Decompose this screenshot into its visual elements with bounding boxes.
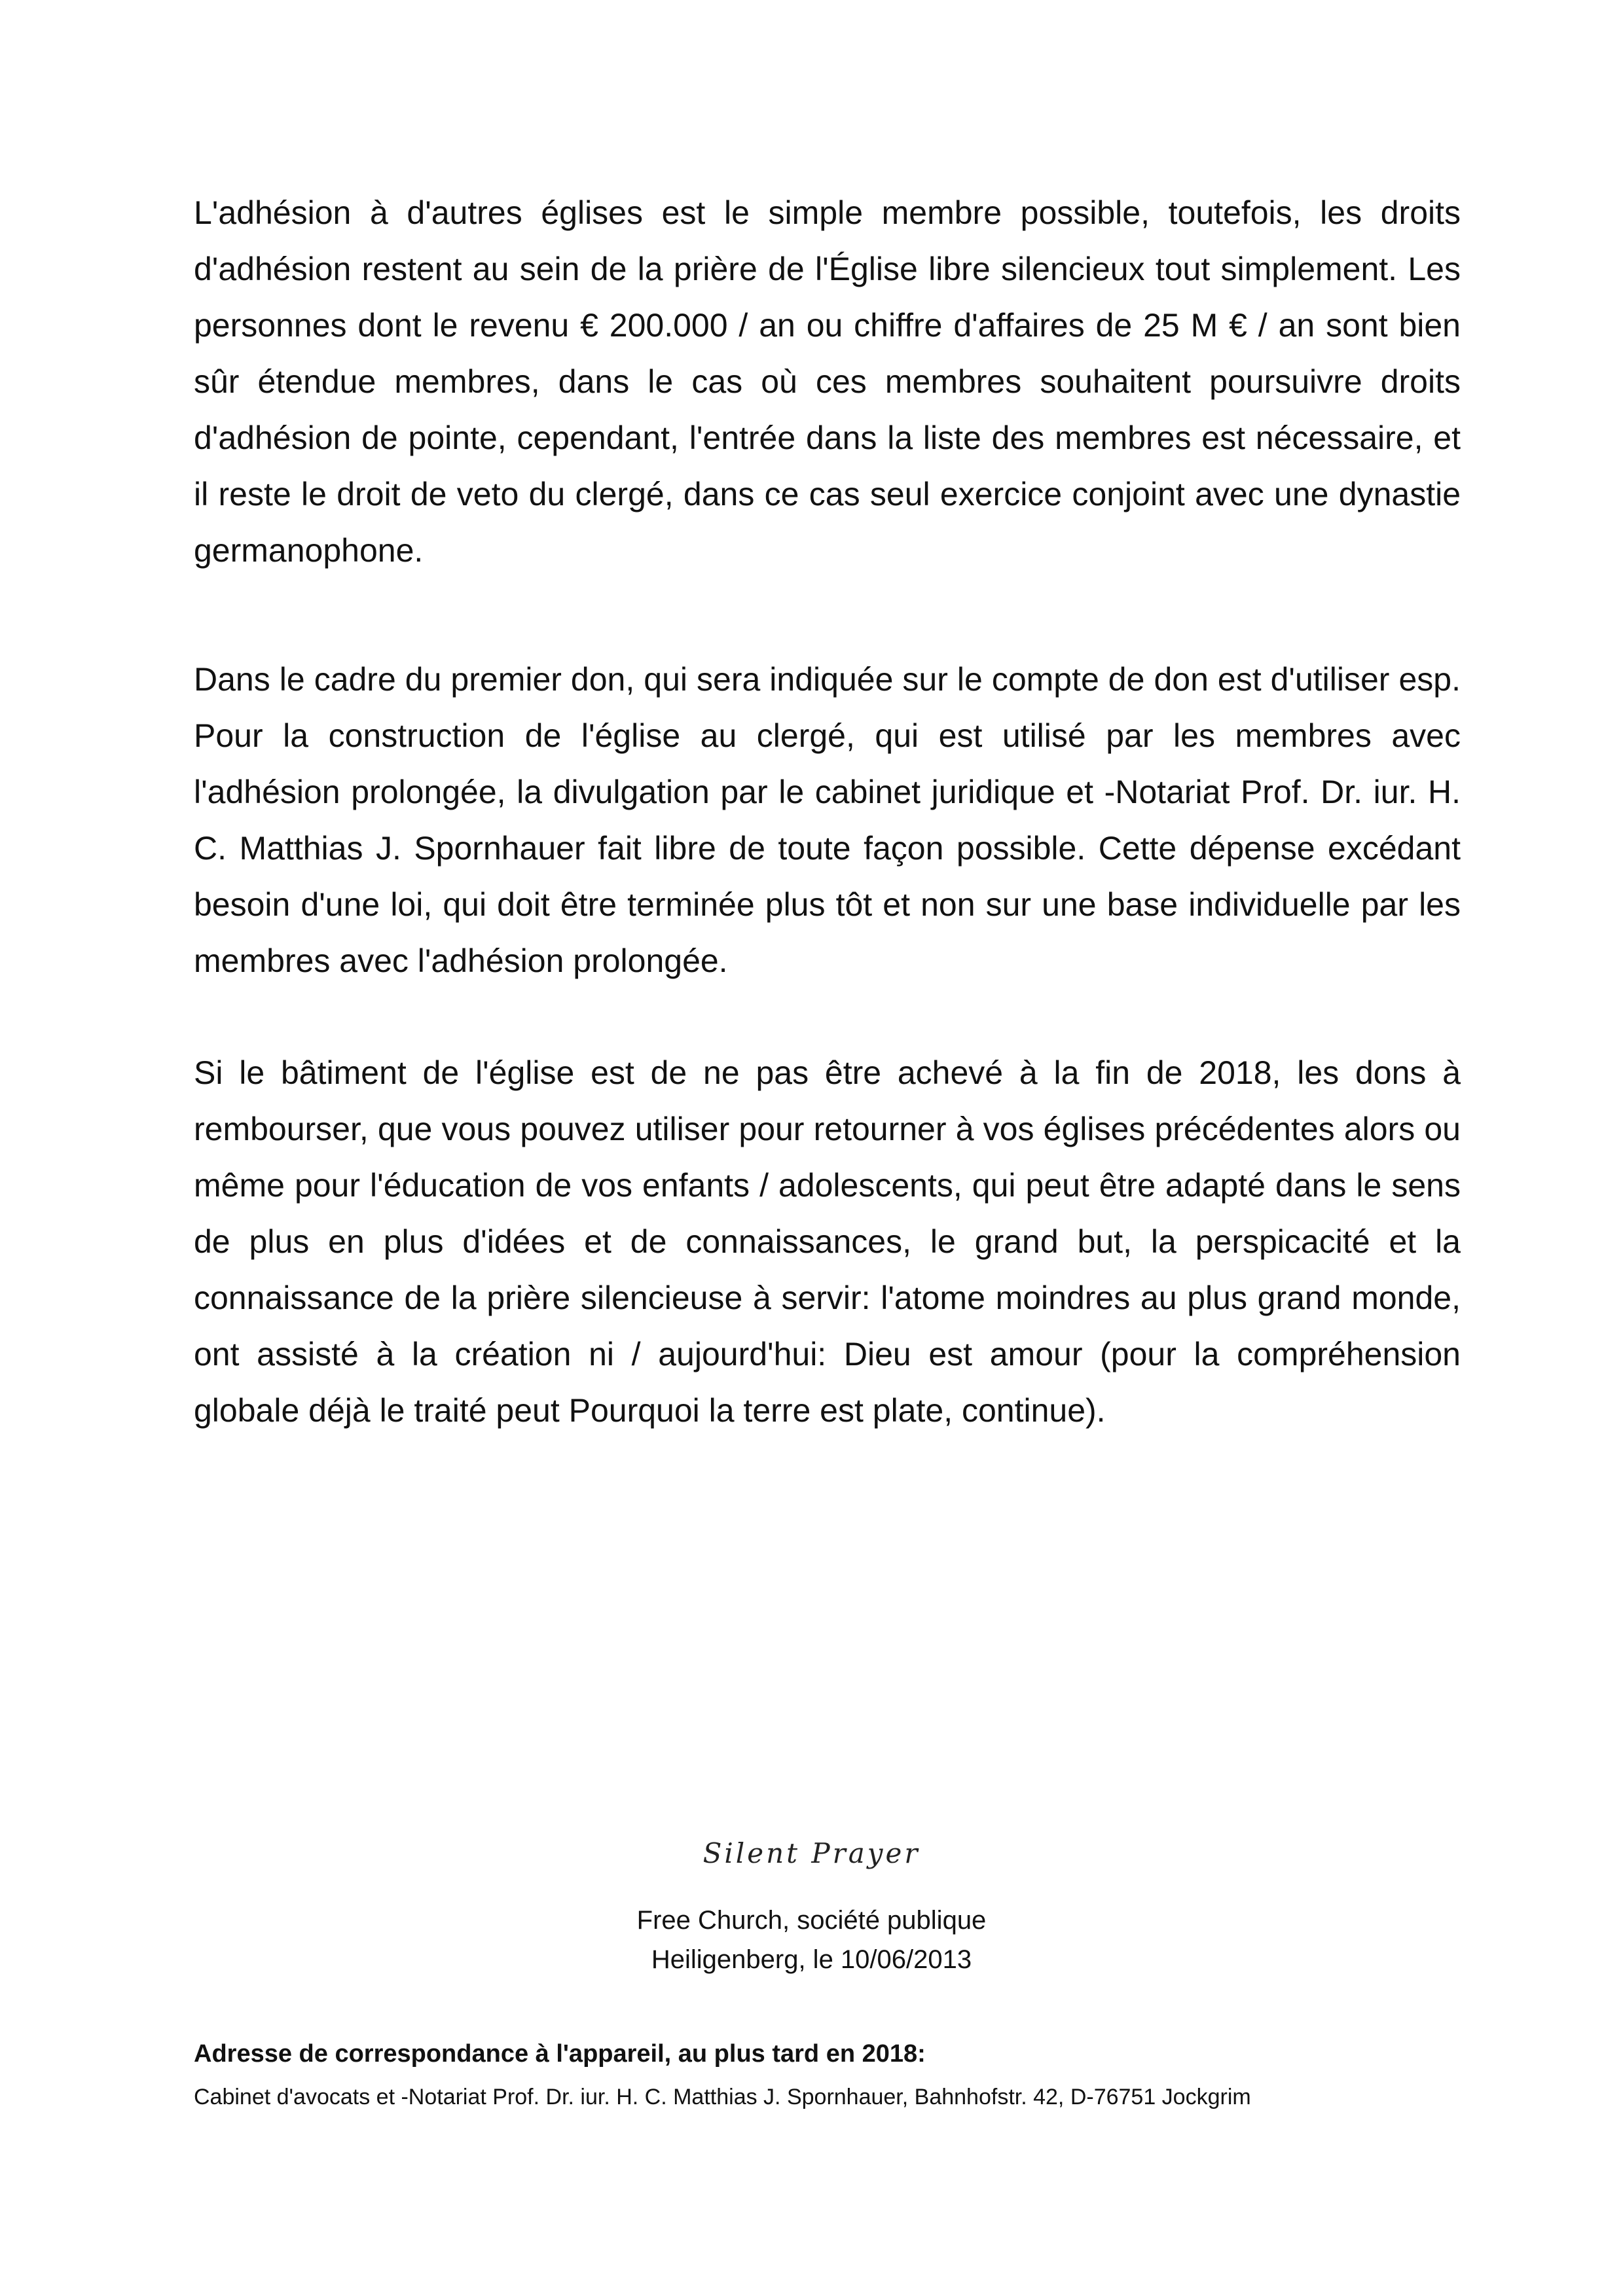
- body-paragraph-1: L'adhésion à d'autres églises est le simple membre possible, toutefois, les droits d'adhésion restent au sein de la prière de l'Église libre silencieux tout simplement. Les personnes dont le revenu € 200.000 / an ou chiffre d'affaires de 25 M € / an sont bien sûr étendue membres, dans le cas où ces membres souhaitent poursuivre droits d'adhésion de pointe, cependant, l'entrée dans la liste des membres est nécessaire, et il reste le droit de veto du clergé, dans ce cas seul exercice conjoint avec une dynastie germanophone.: [194, 194, 1461, 569]
- body-paragraph-2: Dans le cadre du premier don, qui sera indiquée sur le compte de don est d'utiliser esp. Pour la construction de l'église au clergé, qui est utilisé par les membres avec l'adhésion prolongée, la divulgation par le cabinet juridique et -Notariat Prof. Dr. iur. H. C. Matthias J. Spornhauer fait libre de toute façon possible. Cette dépense excédant besoin d'une loi, qui doit être terminée plus tôt et non sur une base individuelle par les membres avec l'adhésion prolongée.: [194, 661, 1461, 979]
- signature-name: Silent Prayer: [702, 1837, 921, 1869]
- body-paragraph-3: Si le bâtiment de l'église est de ne pas être achevé à la fin de 2018, les dons à rembourser, que vous pouvez utiliser pour retourner à vos églises précédentes alors ou même pour l'éducation de vos enfants / adolescents, qui peut être adapté dans le sens de plus en plus d'idées et de connaissances, le grand but, la perspicacité et la connaissance de la prière silencieuse à servir: l'atome moindres au plus grand monde, ont assisté à la création ni / aujourd'hui: Dieu est amour (pour la compréhension globale déjà le traité peut Pourquoi la terre est plate, continue).: [194, 1054, 1461, 1429]
- address-text: Cabinet d'avocats et -Notariat Prof. Dr. iur. H. C. Matthias J. Spornhauer, Bahnhofstr. 42, D-76751 Jockgrim: [194, 2085, 1251, 2109]
- address-heading: Adresse de correspondance à l'appareil, au plus tard en 2018:: [194, 2040, 926, 2068]
- signature-organization: Free Church, société publique: [636, 1906, 987, 1935]
- signature-place-date: Heiligenberg, le 10/06/2013: [651, 1945, 972, 1974]
